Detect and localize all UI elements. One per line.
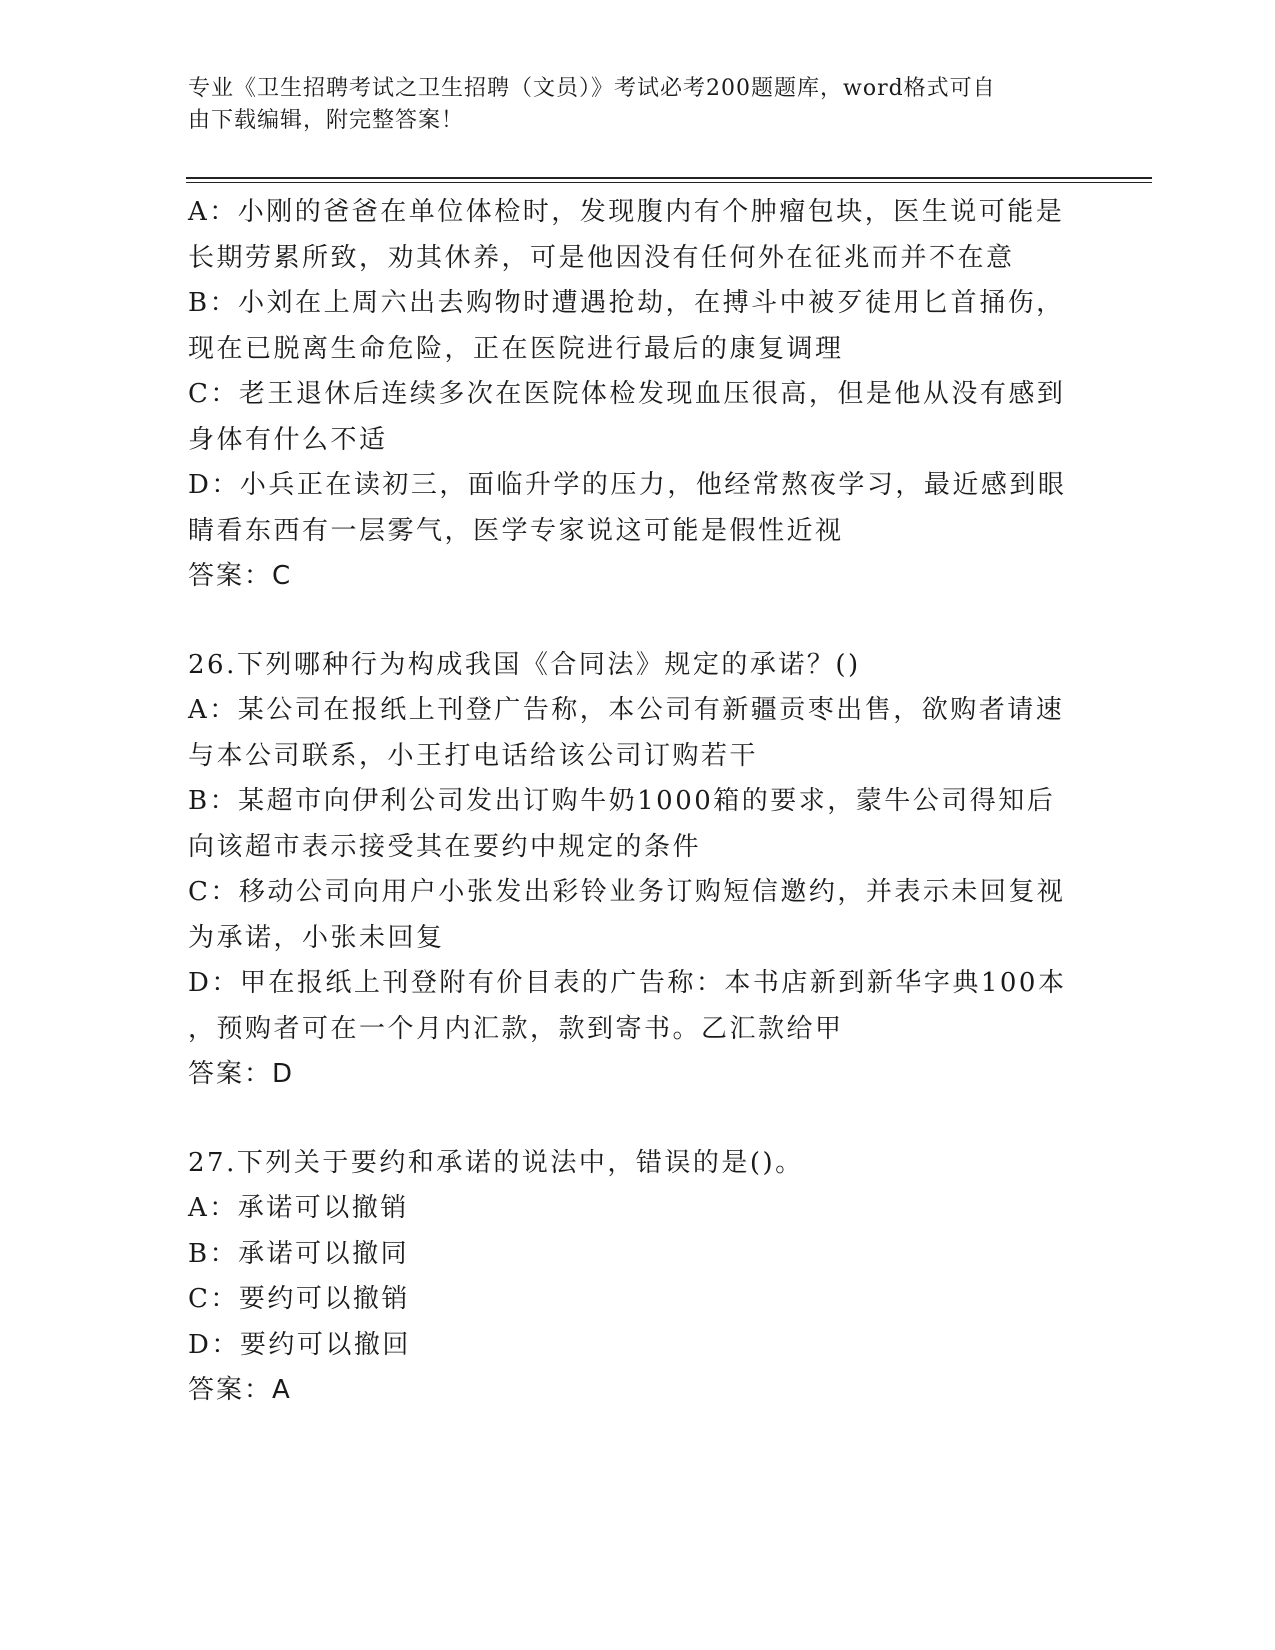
header-line-1: 专业《卫生招聘考试之卫生招聘（文员）》考试必考200题题库，word格式可自: [188, 76, 996, 101]
option-b: B：承诺可以撤同: [188, 1238, 410, 1269]
question-stem: 27.下列关于要约和承诺的说法中，错误的是()。: [188, 1147, 804, 1178]
option-b-line-1: B：某超市向伊利公司发出订购牛奶1000箱的要求，蒙牛公司得知后: [188, 786, 1056, 816]
header-divider-thin: [186, 182, 1152, 183]
option-c-line-1: C：老王退休后连续多次在医院体检发现血压很高，但是他从没有感到: [188, 379, 1066, 409]
option-c-line-2: 为承诺，小张未回复: [188, 922, 445, 953]
option-a-line-2: 长期劳累所致，劝其休养，可是他因没有任何外在征兆而并不在意: [188, 242, 1015, 273]
option-b-line-2: 向该超市表示接受其在要约中规定的条件: [188, 831, 702, 862]
answer-line: 答案：A: [188, 1375, 292, 1405]
question-spacer: [188, 600, 1088, 643]
option-c-line-1: C：移动公司向用户小张发出彩铃业务订购短信邀约，并表示未回复视: [188, 877, 1066, 907]
document-header: [188, 73, 1068, 137]
option-a-line-2: 与本公司联系，小王打电话给该公司订购若干: [188, 740, 759, 771]
option-b-line-1: B：小刘在上周六出去购物时遭遇抢劫，在搏斗中被歹徒用匕首捅伤，: [188, 288, 1065, 318]
option-a-line-1: A：小刚的爸爸在单位体检时，发现腹内有个肿瘤包块，医生说可能是: [188, 197, 1065, 227]
answer-line: 答案：D: [188, 1059, 295, 1089]
option-d-line-1: D：甲在报纸上刊登附有价目表的广告称：本书店新到新华字典100本: [188, 968, 1067, 998]
question-content: [188, 190, 1088, 1414]
question-block-26: [188, 643, 1088, 1098]
option-d-line-2: ，预购者可在一个月内汇款，款到寄书。乙汇款给甲: [188, 1013, 844, 1044]
question-block-25: [188, 190, 1088, 600]
question-block-27: [188, 1141, 1088, 1414]
option-c-line-2: 身体有什么不适: [188, 424, 388, 455]
answer-line: 答案：C: [188, 561, 293, 591]
option-d-line-2: 睛看东西有一层雾气，医学专家说这可能是假性近视: [188, 515, 844, 546]
header-line-2: 由下载编辑，附完整答案！: [188, 108, 465, 133]
question-stem: 26.下列哪种行为构成我国《合同法》规定的承诺？(): [188, 649, 861, 680]
option-d: D：要约可以撤回: [188, 1329, 411, 1360]
option-b-line-2: 现在已脱离生命危险，正在医院进行最后的康复调理: [188, 333, 844, 364]
option-a-line-1: A：某公司在报纸上刊登广告称，本公司有新疆贡枣出售，欲购者请速: [188, 695, 1065, 725]
option-d-line-1: D：小兵正在读初三，面临升学的压力，他经常熬夜学习，最近感到眼: [188, 470, 1067, 500]
header-divider-thick: [186, 177, 1152, 179]
question-spacer: [188, 1098, 1088, 1141]
option-c: C：要约可以撤销: [188, 1284, 410, 1314]
option-a: A：承诺可以撤销: [188, 1193, 409, 1223]
